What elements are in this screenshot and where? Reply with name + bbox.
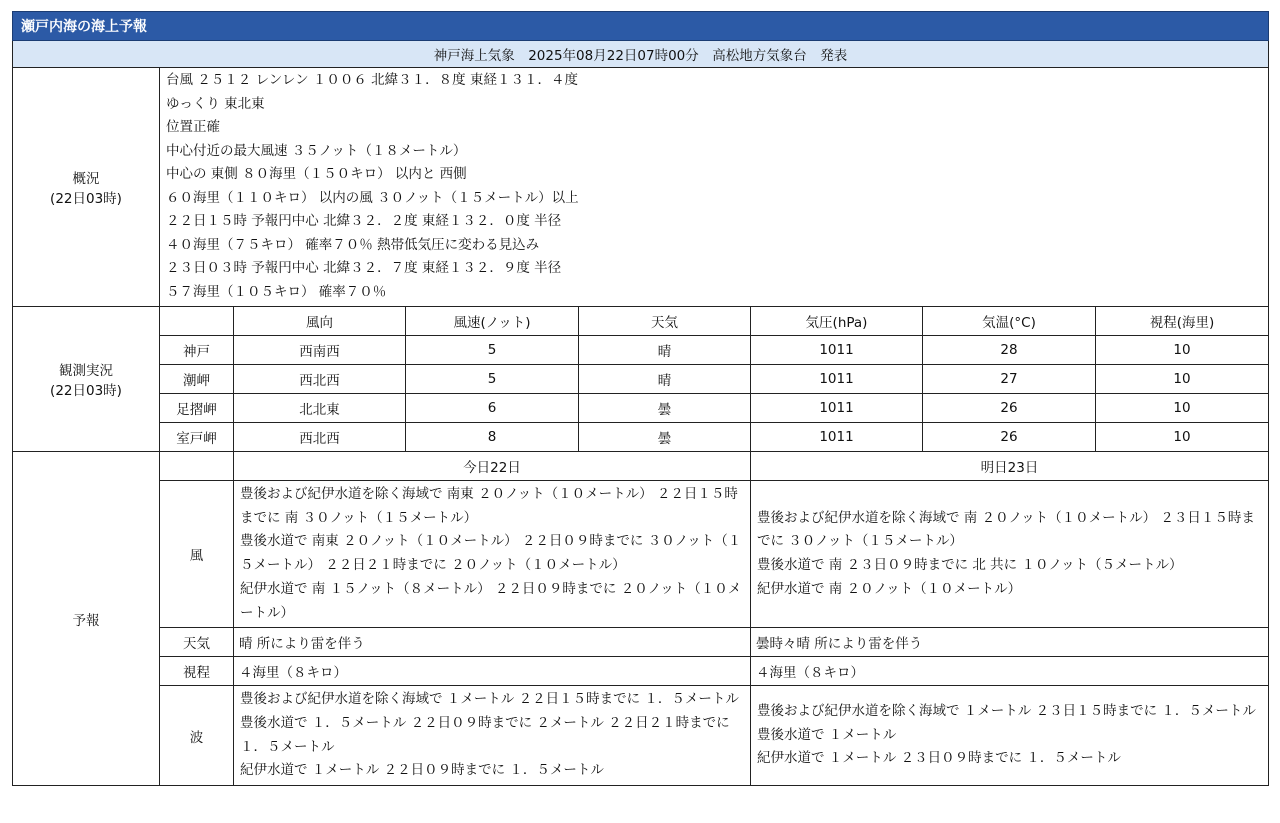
gaikyo-time: (22日03時) — [50, 191, 122, 207]
visibility: 10 — [1096, 394, 1269, 423]
wind-tomorrow — [751, 481, 1269, 628]
wind-speed: 5 — [406, 336, 579, 365]
waves-tomorrow-line: 紀伊水道で １メートル ２３日０９時までに １．５メートル — [757, 750, 1121, 767]
gaikyo-text — [160, 68, 1269, 307]
gaikyo-line: ６０海里（１１０キロ） 以内の風 ３０ノット（１５メートル）以上 — [166, 189, 579, 206]
gaikyo-line: ２２日１５時 予報円中心 北緯３２．２度 東経１３２．０度 半径 — [166, 213, 562, 229]
waves-today-line: 紀伊水道で １メートル ２２日０９時までに １．５メートル — [240, 762, 604, 779]
forecast-label: 予報 — [13, 452, 160, 786]
gaikyo-line: ２３日０３時 予報円中心 北緯３２．７度 東経１３２．９度 半径 — [166, 260, 562, 276]
observation-label-cell — [13, 307, 160, 452]
gaikyo-line: 位置正確 — [166, 119, 220, 135]
waves-today — [234, 686, 751, 786]
wind-speed: 6 — [406, 394, 579, 423]
column-header: 気圧(hPa) — [751, 307, 923, 336]
wind-today-line: 豊後水道で 南東 ２０ノット（１０メートル） ２２日０９時までに ３０ノット（１５メートル） ２２日２１時までに ２０ノット（１０メートル） — [240, 533, 742, 574]
waves-label: 波 — [160, 686, 234, 786]
weather: 晴 — [579, 336, 751, 365]
wind-today — [234, 481, 751, 628]
station-name: 足摺岬 — [160, 394, 234, 423]
waves-today-line: 豊後および紀伊水道を除く海域で １メートル ２２日１５時までに １．５メートル — [240, 691, 739, 708]
gaikyo-line: ５７海里（１０５キロ） 確率７０％ — [166, 283, 387, 300]
wind-tomorrow-line: 紀伊水道で 南 ２０ノット（１０メートル） — [757, 580, 1022, 597]
issue-info: 神戸海上気象 2025年08月22日07時00分 高松地方気象台 発表 — [13, 41, 1269, 68]
pressure: 1011 — [751, 423, 923, 452]
column-header: 天気 — [579, 307, 751, 336]
gaikyo-line: 中心付近の最大風速 ３５ノット（１８メートル） — [166, 142, 467, 159]
wind-direction: 西北西 — [234, 423, 406, 452]
table-row — [13, 423, 1269, 452]
column-header: 風速(ノット) — [406, 307, 579, 336]
wind-speed: 8 — [406, 423, 579, 452]
table-row — [13, 365, 1269, 394]
wind-direction: 西南西 — [234, 336, 406, 365]
pressure: 1011 — [751, 394, 923, 423]
column-header: 視程(海里) — [1096, 307, 1269, 336]
gaikyo-label: 概況 — [72, 171, 100, 187]
weather: 曇 — [579, 423, 751, 452]
gaikyo-line: 台風 ２５１２ レンレン １００６ 北緯３１．８度 東経１３１．４度 — [166, 72, 578, 88]
station-name: 神戸 — [160, 336, 234, 365]
station-name: 潮岬 — [160, 365, 234, 394]
forecast-tomorrow-header: 明日23日 — [751, 452, 1269, 481]
waves-tomorrow-line: 豊後および紀伊水道を除く海域で １メートル ２３日１５時までに １．５メートル — [757, 703, 1256, 720]
observation-time: (22日03時) — [50, 383, 122, 399]
visibility: 10 — [1096, 365, 1269, 394]
visibility-tomorrow: ４海里（８キロ） — [751, 657, 1269, 686]
gaikyo-line: 中心の 東側 ８０海里（１５０キロ） 以内と 西側 — [166, 166, 467, 182]
station-name: 室戸岬 — [160, 423, 234, 452]
pressure: 1011 — [751, 336, 923, 365]
gaikyo-line: ゆっくり 東北東 — [166, 95, 265, 112]
gaikyo-label-cell — [13, 68, 160, 307]
temperature: 26 — [923, 423, 1096, 452]
temperature: 28 — [923, 336, 1096, 365]
visibility: 10 — [1096, 336, 1269, 365]
waves-tomorrow — [751, 686, 1269, 786]
weather-label: 天気 — [160, 628, 234, 657]
gaikyo-line: ４０海里（７５キロ） 確率７０％ 熱帯低気圧に変わる見込み — [166, 236, 540, 253]
marine-forecast-panel — [12, 11, 1268, 786]
temperature: 26 — [923, 394, 1096, 423]
forecast-corner — [160, 452, 234, 481]
wind-direction: 北北東 — [234, 394, 406, 423]
pressure: 1011 — [751, 365, 923, 394]
wind-today-line: 豊後および紀伊水道を除く海域で 南東 ２０ノット（１０メートル） ２２日１５時までに 南 ３０ノット（１５メートル） — [240, 486, 738, 526]
waves-tomorrow-line: 豊後水道で １メートル — [757, 726, 897, 743]
wind-tomorrow-line: 豊後および紀伊水道を除く海域で 南 ２０ノット（１０メートル） ２３日１５時までに ３０ノット（１５メートル） — [757, 509, 1255, 550]
weather-today: 晴 所により雷を伴う — [234, 628, 751, 657]
waves-today-line: 豊後水道で １．５メートル ２２日０９時までに ２メートル ２２日２１時までに １．５メートル — [240, 714, 730, 755]
page-title: 瀬戸内海の海上予報 — [13, 12, 1269, 41]
table-row — [13, 394, 1269, 423]
wind-label: 風 — [160, 481, 234, 628]
wind-tomorrow-line: 豊後水道で 南 ２３日０９時までに 北 共に １０ノット（５メートル） — [757, 557, 1183, 574]
observation-label: 観測実況 — [59, 363, 113, 379]
column-header: 風向 — [234, 307, 406, 336]
visibility-today: ４海里（８キロ） — [234, 657, 751, 686]
forecast-table — [12, 11, 1269, 786]
visibility-label: 視程 — [160, 657, 234, 686]
column-header: 気温(°C) — [923, 307, 1096, 336]
forecast-today-header: 今日22日 — [234, 452, 751, 481]
wind-direction: 西北西 — [234, 365, 406, 394]
visibility: 10 — [1096, 423, 1269, 452]
wind-speed: 5 — [406, 365, 579, 394]
weather: 晴 — [579, 365, 751, 394]
weather: 曇 — [579, 394, 751, 423]
observation-corner — [160, 307, 234, 336]
wind-today-line: 紀伊水道で 南 １５ノット（８メートル） ２２日０９時までに ２０ノット（１０メートル） — [240, 580, 742, 621]
table-row — [13, 336, 1269, 365]
weather-tomorrow: 曇時々晴 所により雷を伴う — [751, 628, 1269, 657]
temperature: 27 — [923, 365, 1096, 394]
